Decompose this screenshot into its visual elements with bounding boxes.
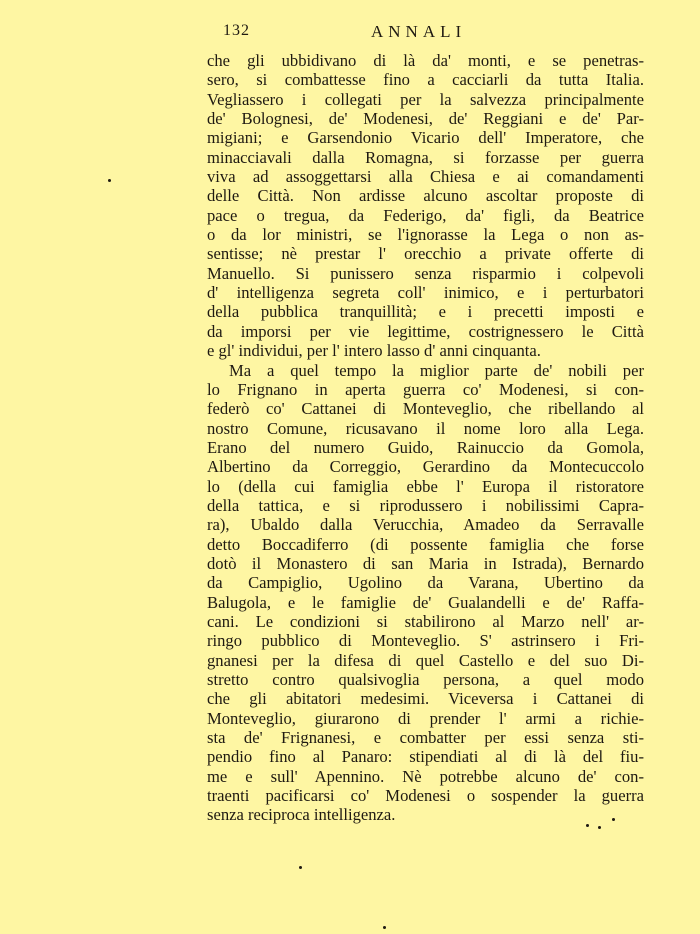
text-line: stretto contro qualsivoglia persona, a quel modo	[207, 670, 644, 689]
text-line: detto Boccadiferro (di possente famiglia che forse	[207, 534, 644, 554]
text-line: lo (della cui famiglia ebbe l' Europa il ristoratore	[207, 476, 644, 496]
text-line: migiani; e Garsendonio Vicario dell' Imperatore, che	[207, 128, 644, 148]
text-line: cani. Le condizioni si stabilirono al Marzo nell' ar-	[207, 611, 644, 631]
text-line: da imporsi per vie legittime, costrignessero le Città	[207, 321, 644, 341]
text-line: Erano del numero Guido, Rainuccio da Gomola,	[207, 437, 644, 457]
text-line: Vegliassero i collegati per la salvezza principalmente	[207, 89, 644, 109]
text-line: Albertino da Correggio, Gerardino da Montecuccolo	[207, 457, 644, 477]
text-line: Ma a quel tempo la miglior parte de' nobili per	[229, 360, 644, 380]
text-line: sero, si combattesse fino a cacciarli da tutta Italia.	[207, 70, 644, 90]
ink-speck	[612, 818, 615, 821]
ink-speck	[108, 179, 111, 182]
text-line: traenti pacificarsi co' Modenesi o sospender la guerra	[207, 786, 644, 806]
ink-speck	[383, 926, 386, 929]
text-line: della pubblica tranquillità; e i precetti imposti e	[207, 302, 644, 322]
text-line: pace o tregua, da Federigo, da' figli, da Beatrice	[207, 205, 644, 225]
text-line: da Campiglio, Ugolino da Varana, Ubertino da	[207, 573, 644, 593]
text-line: de' Bolognesi, de' Modenesi, de' Reggiani e de' Par-	[207, 109, 644, 129]
text-line: ra), Ubaldo dalla Verucchia, Amadeo da Serravalle	[207, 515, 644, 535]
text-line: Balugola, e le famiglie de' Gualandelli e de' Raffa-	[207, 592, 644, 612]
page-number: 132	[223, 22, 250, 39]
text-line: dotò il Monastero di san Maria in Istrada), Bernardo	[207, 553, 644, 573]
text-line: ringo pubblico di Monteveglio. S' astrinsero i Fri-	[207, 631, 644, 651]
text-line: senza reciproca intelligenza.	[207, 805, 396, 825]
text-line: Monteveglio, giurarono di prender l' armi a richie-	[207, 708, 644, 728]
ink-speck	[586, 824, 589, 827]
text-line: viva ad assoggettarsi alla Chiesa e ai comandamenti	[207, 167, 644, 187]
running-head: ANNALI	[371, 22, 467, 41]
ink-speck	[299, 866, 302, 869]
text-line: minacciavali dalla Romagna, si forzasse per guerra	[207, 147, 644, 167]
text-line: che gli abitatori medesimi. Viceversa i Cattanei di	[207, 689, 644, 709]
text-line: Manuello. Si punissero senza risparmio i colpevoli	[207, 263, 644, 283]
text-line: delle Città. Non ardisse alcuno ascoltar proposte di	[207, 186, 644, 206]
text-line: gnanesi per la difesa di quel Castello e del suo Di-	[207, 650, 644, 670]
text-line: che gli ubbidivano di là da' monti, e se penetras-	[207, 51, 644, 70]
text-line: sta de' Frignanesi, e combatter per essi senza sti-	[207, 728, 644, 748]
text-line: o da lor ministri, se l'ignorasse la Lega o non as-	[207, 225, 644, 245]
text-line: lo Frignano in aperta guerra co' Modenesi, si con-	[207, 379, 644, 399]
text-line: sentisse; nè prestar l' orecchio a private offerte di	[207, 244, 644, 264]
text-line: della tattica, e si riprodussero i nobilissimi Capra-	[207, 495, 644, 515]
text-line: d' intelligenza segreta coll' inimico, e i perturbatori	[207, 283, 644, 303]
page-header	[223, 22, 648, 44]
text-line: me e sull' Apennino. Nè potrebbe alcuno de' con-	[207, 766, 644, 786]
text-line: pendio fino al Panaro: stipendiati al di là del fiu-	[207, 747, 644, 767]
text-line: nostro Comune, ricusavano il nome loro alla Lega.	[207, 418, 644, 438]
body-text	[207, 51, 644, 825]
text-line: federò co' Cattanei di Monteveglio, che ribellando al	[207, 399, 644, 419]
ink-speck	[598, 826, 601, 829]
text-line: e gl' individui, per l' intero lasso d' anni cinquanta.	[207, 341, 541, 361]
